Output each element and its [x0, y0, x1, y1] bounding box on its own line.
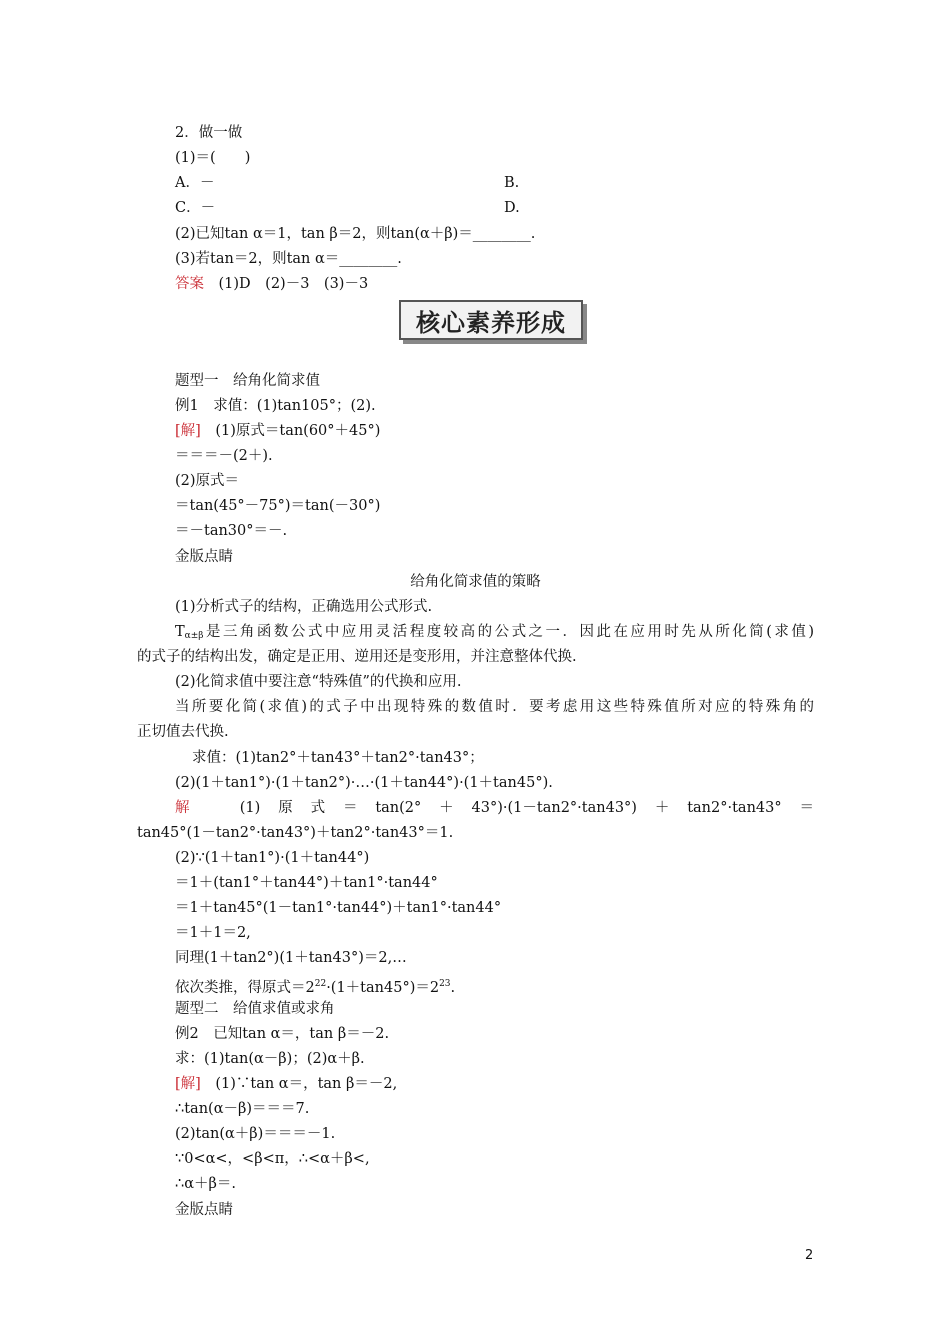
solution-2-label: [解]: [175, 1076, 201, 1092]
strategy-line-2: [137, 622, 814, 646]
option-b: B.: [504, 175, 520, 191]
question-1: (1)＝( ): [175, 150, 251, 166]
solution-1-line-3: (2)原式＝: [175, 473, 240, 489]
practice-solution-line-7: 同理(1＋tan2°)(1＋tan43°)＝2,…: [175, 950, 407, 966]
practice-solution-line-2: tan45°(1－tan2°·tan43°)＋tan2°·tan43°＝1.: [137, 825, 454, 841]
solution-text: (1)原式＝tan(60°＋45°): [200, 423, 381, 439]
answer-line: [175, 274, 368, 294]
strategy-line-3: 的式子的结构出发，确定是正用、逆用还是变形用，并注意整体代换.: [137, 649, 577, 665]
jinban-dianjing-2: 金版点睛: [175, 1202, 233, 1218]
practice-solution-line-4: ＝1＋(tan1°＋tan44°)＋tan1°·tan44°: [175, 875, 438, 891]
solution-2-line-1: [175, 1074, 397, 1094]
solution-2-text: (1)∵tan α＝，tan β＝－2,: [200, 1076, 398, 1092]
strategy-line-2-text: 是三角函数公式中应用灵活程度较高的公式之一．因此在应用时先从所化简(求值): [203, 624, 814, 640]
practice-solution-line-8: [175, 974, 455, 998]
practice-solution-label: 解: [175, 800, 208, 816]
solution-1-line-2: ＝＝＝－(2＋).: [175, 448, 273, 464]
solution-2-line-5: ∴α＋β＝.: [175, 1176, 237, 1192]
option-a: A．－: [175, 175, 215, 191]
solution-1-line-4: ＝tan(45°－75°)＝tan(－30°): [175, 498, 381, 514]
question-3: (3)若tan＝2，则tan α＝________.: [175, 251, 402, 267]
answer-text: (1)D (2)－3 (3)－3: [204, 276, 369, 292]
strategy-title: 给角化简求值的策略: [410, 574, 541, 590]
topic-1-title: 题型一 给角化简求值: [175, 373, 320, 389]
practice-problem-1: 求值：(1)tan2°＋tan43°＋tan2°·tan43°；: [192, 750, 484, 766]
option-d: D.: [504, 200, 520, 216]
formula-subscript: α±β: [184, 631, 204, 641]
result-text-a: 依次类推，得原式＝2: [175, 980, 315, 996]
practice-solution-text: (1)原式＝tan(2°＋43°)·(1－tan2°·tan43°)＋tan2°·tan43°＝: [207, 800, 814, 816]
practice-solution-line-3: (2)∵(1＋tan1°)·(1＋tan44°): [175, 850, 370, 866]
practice-solution-line-1: [137, 798, 814, 818]
strategy-line-6: 正切值去代换.: [137, 724, 229, 740]
practice-solution-line-6: ＝1＋1＝2,: [175, 925, 251, 941]
result-text-b: ·(1＋tan45°)＝2: [326, 980, 440, 996]
option-c: C．－: [175, 200, 216, 216]
section-banner: 核心素养形成: [399, 300, 583, 340]
page-number: 2: [805, 1248, 814, 1263]
topic-2-title: 题型二 给值求值或求角: [175, 1001, 335, 1017]
solution-1-line-1: [175, 421, 380, 441]
section-heading: 2．做一做: [175, 125, 243, 141]
solution-2-line-2: ∴tan(α－β)＝＝＝7.: [175, 1101, 310, 1117]
strategy-line-5: 当所要化简(求值)的式子中出现特殊的数值时．要考虑用这些特殊值所对应的特殊角的: [175, 699, 814, 715]
solution-2-line-3: (2)tan(α＋β)＝＝＝－1.: [175, 1126, 336, 1142]
example-2: 例2 已知tan α＝，tan β＝－2.: [175, 1026, 390, 1042]
question-2: (2)已知tan α＝1，tan β＝2，则tan(α＋β)＝________.: [175, 226, 536, 242]
answer-label: 答案: [175, 276, 204, 292]
example-1: 例1 求值：(1)tan105°；(2).: [175, 398, 376, 414]
solution-label: [解]: [175, 423, 201, 439]
strategy-line-1: (1)分析式子的结构，正确选用公式形式.: [175, 599, 433, 615]
practice-solution-line-5: ＝1＋tan45°(1－tan1°·tan44°)＋tan1°·tan44°: [175, 900, 502, 916]
solution-2-line-4: ∵0<α<，<β<π，∴<α＋β<,: [175, 1151, 370, 1167]
practice-problem-2: (2)(1＋tan1°)·(1＋tan2°)·…·(1＋tan44°)·(1＋tan45°).: [175, 775, 553, 791]
example-2-ask: 求：(1)tan(α－β)；(2)α＋β.: [175, 1051, 365, 1067]
formula-T: T: [175, 624, 185, 640]
solution-1-line-5: ＝－tan30°＝－.: [175, 523, 288, 539]
jinban-dianjing-1: 金版点睛: [175, 549, 233, 565]
result-text-c: .: [450, 980, 456, 996]
exponent-22: 22: [314, 979, 327, 989]
strategy-line-4: (2)化简求值中要注意“特殊值”的代换和应用.: [175, 674, 462, 690]
exponent-23: 23: [439, 979, 451, 989]
